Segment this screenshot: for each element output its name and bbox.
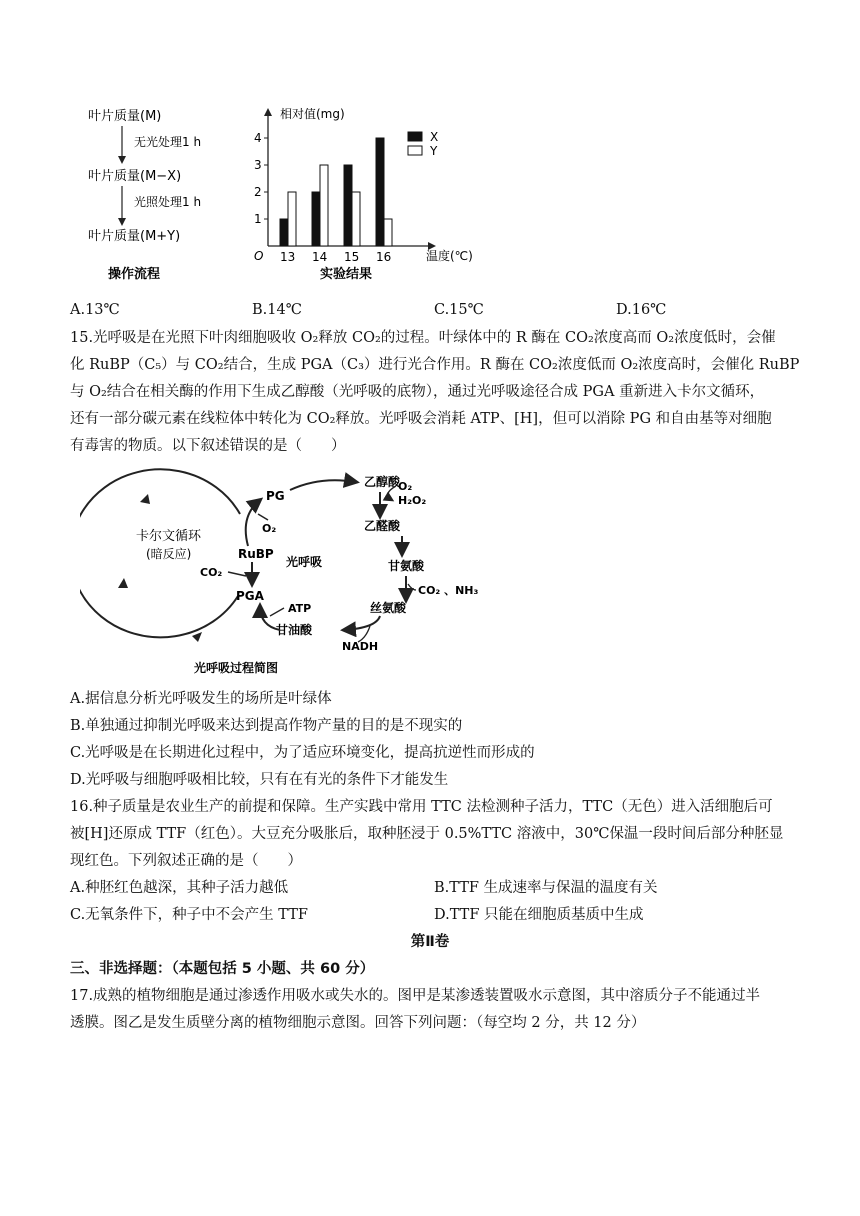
x-axis-label: 温度(℃) <box>426 249 473 263</box>
y-axis-label: 相对值(mg) <box>280 107 345 121</box>
pga-label: PGA <box>236 589 264 603</box>
bar-y <box>288 192 296 246</box>
h2o2-label: H₂O₂ <box>398 494 427 507</box>
q16-option-c: C.无氧条件下，种子中不会产生 TTF <box>70 907 308 923</box>
serine-label: 丝氨酸 <box>370 601 407 615</box>
flow-caption: 操作流程 <box>108 267 161 282</box>
bar-y <box>352 192 360 246</box>
section-heading: 三、非选择题：（本题包括 5 小题、共 60 分） <box>70 961 375 977</box>
bar-x <box>312 192 320 246</box>
q16-option-a: A.种胚红色越深，其种子活力越低 <box>70 880 289 896</box>
q14-option-d: D.16℃ <box>616 302 667 318</box>
x-tick-label: 15 <box>344 250 360 264</box>
y-axis-arrow <box>264 108 272 116</box>
atp-label: ATP <box>288 602 312 615</box>
glycolate-label: 乙醇酸 <box>364 475 401 489</box>
flow-op2: 光照处理1 h <box>134 195 202 209</box>
q15-line-3: 与 O₂结合在相关酶的作用下生成乙醇酸（光呼吸的底物），通过光呼吸途径合成 PGA 重新进入卡尔文循环， <box>70 384 765 400</box>
q15-line-4: 还有一部分碳元素在线粒体中转化为 CO₂释放。光呼吸会消耗 ATP、[H]，但可以消除 PG 和自由基等对细胞 <box>70 411 772 427</box>
bar-x <box>344 165 352 246</box>
co2-label: CO₂ <box>200 566 223 579</box>
legend-swatch-x <box>408 132 422 141</box>
q16-option-d: D.TTF 只能在细胞质基质中生成 <box>434 907 644 923</box>
nadh-label: NADH <box>342 640 379 653</box>
bar-x <box>376 138 384 246</box>
q15-line-1: 15.光呼吸是在光照下叶肉细胞吸收 O₂释放 CO₂的过程。叶绿体中的 R 酶在 CO₂浓度高而 O₂浓度低时，会催 <box>70 330 776 346</box>
o2-label: O₂ <box>262 522 277 535</box>
q14-option-a: A.13℃ <box>70 302 120 318</box>
rubp-label: RuBP <box>238 547 274 561</box>
diagram-caption: 光呼吸过程简图 <box>194 661 279 675</box>
legend-label-x: X <box>430 130 439 144</box>
x-tick-label: 13 <box>280 250 296 264</box>
glycine-label: 甘氨酸 <box>388 559 425 573</box>
q14-option-b: B.14℃ <box>252 302 302 318</box>
calvin-label: 卡尔文循环 <box>136 529 202 544</box>
q14-option-c: C.15℃ <box>434 302 484 318</box>
q14-figure <box>70 96 510 296</box>
photorespiration-diagram <box>80 466 500 682</box>
q15-option-b: B.单独通过抑制光呼吸来达到提高作物产量的目的是不现实的 <box>70 718 463 734</box>
q15-line-5: 有毒害的物质。以下叙述错误的是（ ） <box>70 438 346 454</box>
y-tick-label: 4 <box>254 131 262 145</box>
bar-x <box>280 219 288 246</box>
x-tick-label: 14 <box>312 250 328 264</box>
bar-y <box>320 165 328 246</box>
q16-line-1: 16.种子质量是农业生产的前提和保障。生产实践中常用 TTC 法检测种子活力，TTC（无色）进入活细胞后可 <box>70 799 773 815</box>
photoresp-label: 光呼吸 <box>286 555 323 569</box>
y-tick-label: 3 <box>254 158 262 172</box>
q15-option-a: A.据信息分析光呼吸发生的场所是叶绿体 <box>70 691 332 707</box>
bar-chart <box>254 106 473 264</box>
glyoxylate-label: 乙醛酸 <box>364 519 401 533</box>
x-tick-label: 16 <box>376 250 392 264</box>
flow-op1: 无光处理1 h <box>134 135 202 149</box>
co2-nh3-label: CO₂ 、NH₃ <box>418 584 479 597</box>
bar-y <box>384 219 392 246</box>
q16-option-b: B.TTF 生成速率与保温的温度有关 <box>434 880 658 896</box>
pg-label: PG <box>266 489 285 503</box>
q15-option-d: D.光呼吸与细胞呼吸相比较，只有在有光的条件下才能发生 <box>70 772 449 788</box>
q17-line-2: 透膜。图乙是发生质壁分离的植物细胞示意图。回答下列问题：（每空均 2 分，共 12 分） <box>70 1015 646 1031</box>
q15-option-c: C.光呼吸是在长期进化过程中，为了适应环境变化，提高抗逆性而形成的 <box>70 745 535 761</box>
volume-title: 第Ⅱ卷 <box>410 934 450 950</box>
y-tick-label: 1 <box>254 212 262 226</box>
q17-line-1: 17.成熟的植物细胞是通过渗透作用吸水或失水的。图甲是某渗透装置吸水示意图，其中溶质分子不能通过半 <box>70 988 761 1004</box>
dark-reaction-label: (暗反应) <box>146 547 192 561</box>
o2b-label: O₂ <box>398 480 413 493</box>
origin-label: O <box>254 249 264 263</box>
flow-step1: 叶片质量(M) <box>88 109 162 124</box>
legend-swatch-y <box>408 146 422 155</box>
q15-line-2: 化 RuBP（C₅）与 CO₂结合，生成 PGA（C₃）进行光合作用。R 酶在 CO₂浓度低而 O₂浓度高时，会催化 RuBP <box>70 357 800 373</box>
flow-step2: 叶片质量(M−X) <box>88 169 182 184</box>
chart-caption: 实验结果 <box>320 267 373 282</box>
q16-line-3: 现红色。下列叙述正确的是（ ） <box>70 853 302 869</box>
flow-step3: 叶片质量(M+Y) <box>88 229 181 244</box>
legend-label-y: Y <box>430 144 438 158</box>
q16-line-2: 被[H]还原成 TTF（红色）。大豆充分吸胀后，取种胚浸于 0.5%TTC 溶液中，30℃保温一段时间后部分种胚显 <box>70 826 784 842</box>
glycerate-label: 甘油酸 <box>276 623 313 637</box>
y-tick-label: 2 <box>254 185 262 199</box>
